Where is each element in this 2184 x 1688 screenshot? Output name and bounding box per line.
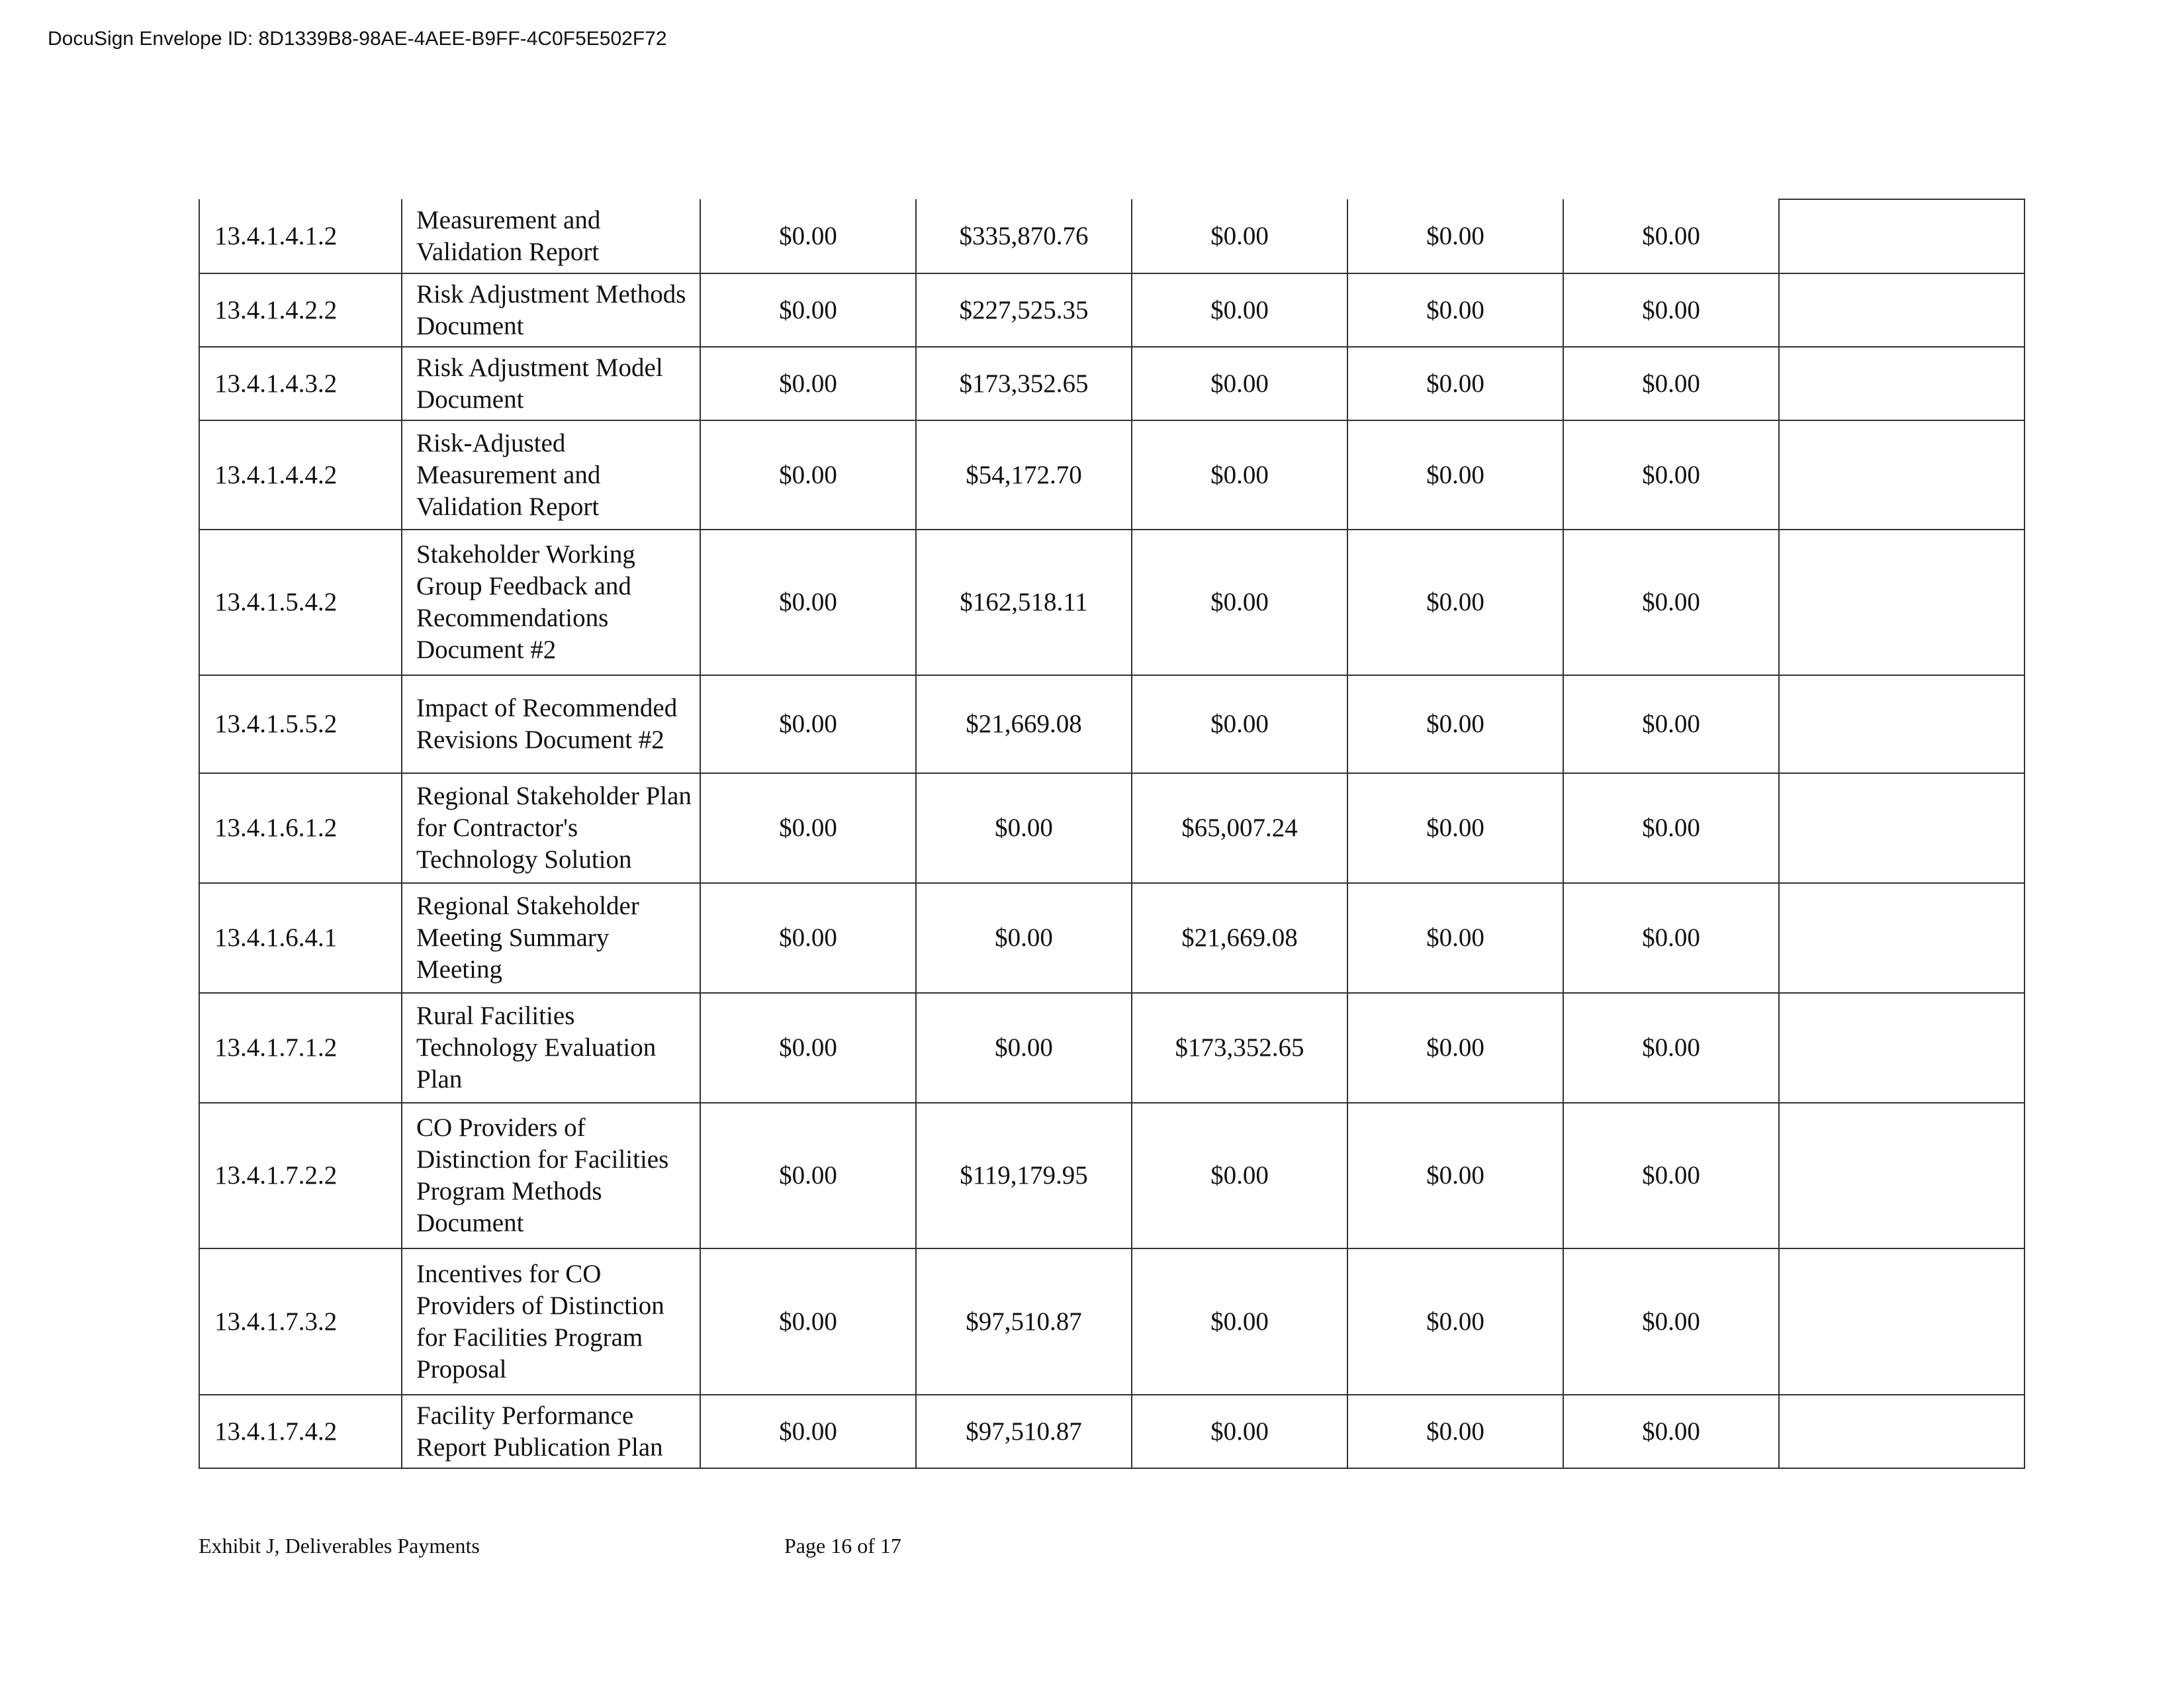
deliverable-description: Impact of Recommended Revisions Document #2 [402, 675, 700, 773]
deliverable-description: Facility Performance Report Publication Plan [402, 1395, 700, 1468]
amount-col-4: $0.00 [1347, 883, 1563, 993]
table-row [199, 199, 2025, 273]
deliverable-id: 13.4.1.7.4.2 [199, 1395, 402, 1468]
deliverable-id: 13.4.1.5.4.2 [199, 530, 402, 675]
amount-col-3: $0.00 [1132, 273, 1347, 347]
table-row [199, 420, 2025, 530]
blank-cell [1779, 347, 2025, 420]
footer-exhibit-title: Exhibit J, Deliverables Payments [199, 1534, 480, 1558]
amount-col-1: $0.00 [700, 273, 916, 347]
deliverable-id: 13.4.1.4.3.2 [199, 347, 402, 420]
deliverable-description: Stakeholder Working Group Feedback and Recommendations Document #2 [402, 530, 700, 675]
amount-col-2: $97,510.87 [916, 1395, 1132, 1468]
deliverable-id: 13.4.1.7.2.2 [199, 1103, 402, 1248]
amount-col-4: $0.00 [1347, 530, 1563, 675]
amount-col-4: $0.00 [1347, 420, 1563, 530]
amount-col-1: $0.00 [700, 1395, 916, 1468]
deliverable-description: CO Providers of Distinction for Facilities Program Methods Document [402, 1103, 700, 1248]
blank-cell [1779, 420, 2025, 530]
deliverable-description: Incentives for CO Providers of Distinction for Facilities Program Proposal [402, 1248, 700, 1395]
amount-col-1: $0.00 [700, 993, 916, 1103]
amount-col-1: $0.00 [700, 530, 916, 675]
amount-col-4: $0.00 [1347, 773, 1563, 883]
amount-col-5: $0.00 [1563, 199, 1779, 273]
amount-col-4: $0.00 [1347, 675, 1563, 773]
amount-col-2: $54,172.70 [916, 420, 1132, 530]
amount-col-5: $0.00 [1563, 273, 1779, 347]
docusign-envelope-id: DocuSign Envelope ID: 8D1339B8-98AE-4AEE-B9FF-4C0F5E502F72 [48, 28, 667, 50]
amount-col-5: $0.00 [1563, 530, 1779, 675]
amount-col-5: $0.00 [1563, 883, 1779, 993]
amount-col-5: $0.00 [1563, 1395, 1779, 1468]
amount-col-2: $0.00 [916, 773, 1132, 883]
amount-col-1: $0.00 [700, 773, 916, 883]
table-row [199, 530, 2025, 675]
blank-cell [1779, 273, 2025, 347]
blank-cell [1779, 1103, 2025, 1248]
deliverable-id: 13.4.1.7.1.2 [199, 993, 402, 1103]
table-row [199, 773, 2025, 883]
amount-col-4: $0.00 [1347, 1103, 1563, 1248]
deliverable-description: Regional Stakeholder Meeting Summary Meeting [402, 883, 700, 993]
blank-cell [1779, 1248, 2025, 1395]
deliverable-description: Rural Facilities Technology Evaluation Plan [402, 993, 700, 1103]
amount-col-4: $0.00 [1347, 273, 1563, 347]
amount-col-5: $0.00 [1563, 675, 1779, 773]
amount-col-2: $0.00 [916, 883, 1132, 993]
amount-col-2: $173,352.65 [916, 347, 1132, 420]
amount-col-1: $0.00 [700, 420, 916, 530]
deliverable-id: 13.4.1.5.5.2 [199, 675, 402, 773]
amount-col-4: $0.00 [1347, 347, 1563, 420]
deliverables-payments-table [199, 199, 2025, 1469]
blank-cell [1779, 199, 2025, 273]
amount-col-5: $0.00 [1563, 773, 1779, 883]
table-row [199, 883, 2025, 993]
amount-col-2: $0.00 [916, 993, 1132, 1103]
amount-col-2: $162,518.11 [916, 530, 1132, 675]
deliverable-description: Regional Stakeholder Plan for Contractor's Technology Solution [402, 773, 700, 883]
table-row [199, 1248, 2025, 1395]
amount-col-5: $0.00 [1563, 1103, 1779, 1248]
blank-cell [1779, 773, 2025, 883]
amount-col-3: $21,669.08 [1132, 883, 1347, 993]
amount-col-2: $227,525.35 [916, 273, 1132, 347]
blank-cell [1779, 675, 2025, 773]
amount-col-2: $97,510.87 [916, 1248, 1132, 1395]
amount-col-3: $0.00 [1132, 530, 1347, 675]
blank-cell [1779, 530, 2025, 675]
deliverable-description: Risk Adjustment Model Document [402, 347, 700, 420]
amount-col-1: $0.00 [700, 883, 916, 993]
table-row [199, 273, 2025, 347]
amount-col-3: $0.00 [1132, 199, 1347, 273]
amount-col-3: $173,352.65 [1132, 993, 1347, 1103]
blank-cell [1779, 883, 2025, 993]
amount-col-3: $0.00 [1132, 420, 1347, 530]
deliverable-id: 13.4.1.6.4.1 [199, 883, 402, 993]
amount-col-4: $0.00 [1347, 993, 1563, 1103]
deliverable-description: Risk Adjustment Methods Document [402, 273, 700, 347]
blank-cell [1779, 1395, 2025, 1468]
amount-col-5: $0.00 [1563, 1248, 1779, 1395]
amount-col-3: $65,007.24 [1132, 773, 1347, 883]
amount-col-4: $0.00 [1347, 1395, 1563, 1468]
deliverable-id: 13.4.1.4.1.2 [199, 199, 402, 273]
amount-col-1: $0.00 [700, 347, 916, 420]
amount-col-4: $0.00 [1347, 1248, 1563, 1395]
amount-col-2: $119,179.95 [916, 1103, 1132, 1248]
blank-cell [1779, 993, 2025, 1103]
table-row [199, 1395, 2025, 1468]
deliverable-id: 13.4.1.6.1.2 [199, 773, 402, 883]
footer-page-number: Page 16 of 17 [784, 1534, 901, 1558]
amount-col-2: $335,870.76 [916, 199, 1132, 273]
table-row [199, 993, 2025, 1103]
amount-col-1: $0.00 [700, 1248, 916, 1395]
amount-col-5: $0.00 [1563, 420, 1779, 530]
deliverable-description: Risk-Adjusted Measurement and Validation Report [402, 420, 700, 530]
table-row [199, 675, 2025, 773]
deliverable-id: 13.4.1.4.2.2 [199, 273, 402, 347]
amount-col-5: $0.00 [1563, 347, 1779, 420]
amount-col-2: $21,669.08 [916, 675, 1132, 773]
amount-col-1: $0.00 [700, 199, 916, 273]
deliverable-id: 13.4.1.7.3.2 [199, 1248, 402, 1395]
amount-col-1: $0.00 [700, 675, 916, 773]
table-row [199, 347, 2025, 420]
deliverable-id: 13.4.1.4.4.2 [199, 420, 402, 530]
amount-col-3: $0.00 [1132, 1248, 1347, 1395]
table-row [199, 1103, 2025, 1248]
deliverable-description: Measurement and Validation Report [402, 199, 700, 273]
amount-col-1: $0.00 [700, 1103, 916, 1248]
amount-col-4: $0.00 [1347, 199, 1563, 273]
amount-col-5: $0.00 [1563, 993, 1779, 1103]
amount-col-3: $0.00 [1132, 347, 1347, 420]
amount-col-3: $0.00 [1132, 1103, 1347, 1248]
amount-col-3: $0.00 [1132, 675, 1347, 773]
amount-col-3: $0.00 [1132, 1395, 1347, 1468]
